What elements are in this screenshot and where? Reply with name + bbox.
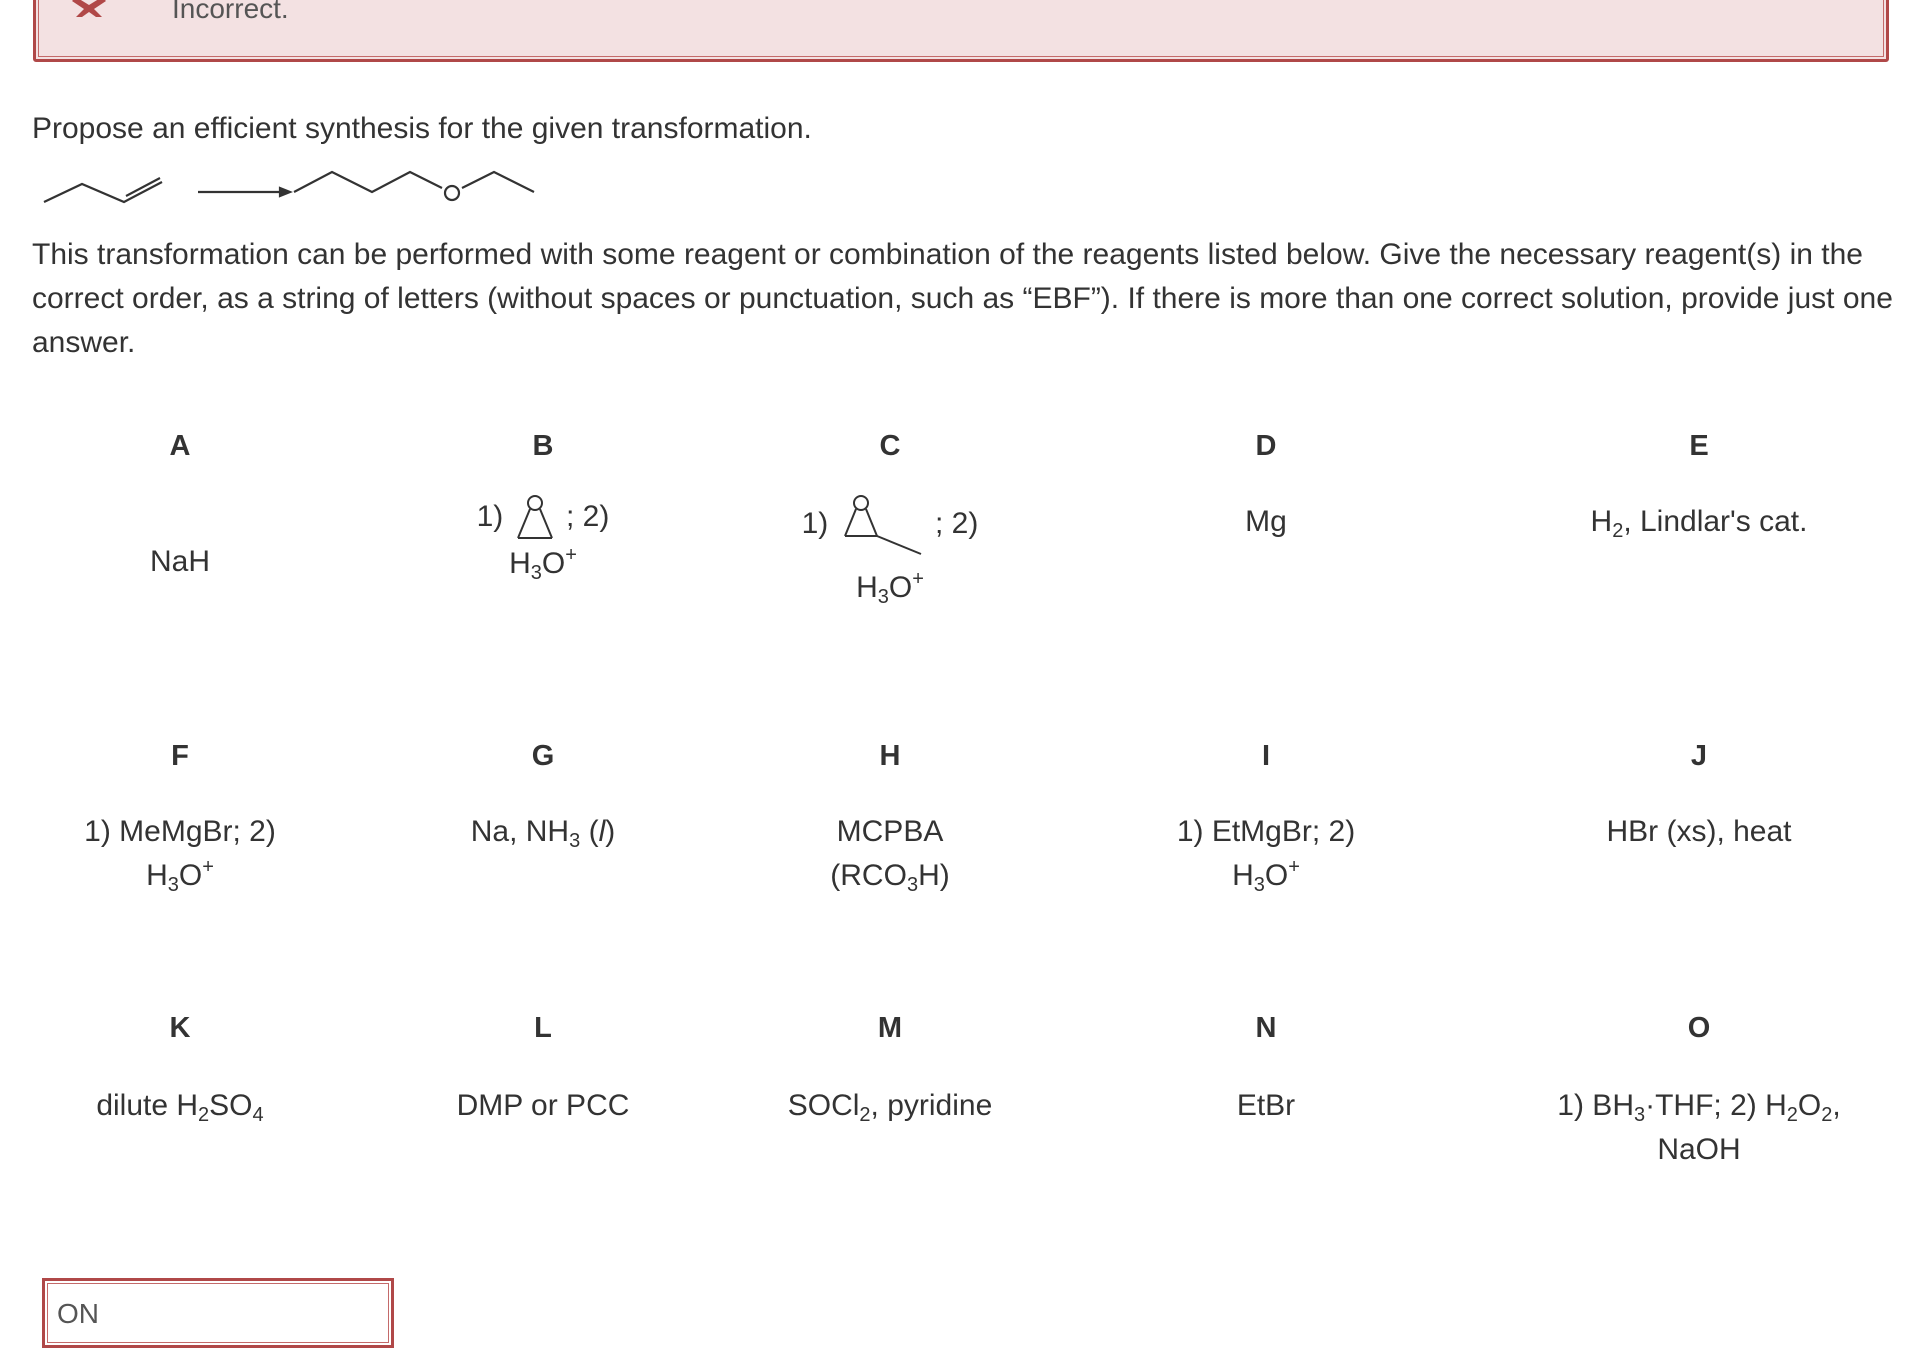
reagent-text: 1) $BH_3\cdot THF$; 2) $H_2O_2$, NaOH	[1557, 1089, 1841, 1166]
reagent-cell-g	[363, 740, 723, 854]
feedback-status: Incorrect.	[172, 0, 289, 24]
question-instructions: This transformation can be performed with some reagent or combination of the reagents listed below. Give the necessary reagent(s) in the correct order, as a string of letters (without spaces or punctuation, such as “EBF”). If there is more than one correct solution, provide just one answer.	[32, 238, 1893, 359]
reagent-grid	[0, 420, 1932, 1180]
starting-alkene-structure	[44, 178, 162, 202]
question-prompt: Propose an efficient synthesis for the given transformation.	[32, 112, 812, 145]
reagent-letter: K	[169, 1012, 191, 1044]
reagent-letter: B	[532, 430, 554, 462]
reagent-text: DMP or PCC	[456, 1089, 630, 1122]
close-icon	[72, 0, 106, 17]
reagent-cell-b	[363, 430, 723, 586]
reagent-cell-j	[1519, 740, 1879, 854]
reagent-letter: M	[877, 1012, 903, 1044]
reagent-text: Mg	[1245, 505, 1287, 538]
reagent-text: SOCl$_2$, pyridine	[787, 1089, 993, 1126]
reagent-letter: N	[1255, 1012, 1277, 1044]
reagent-cell-d	[1086, 430, 1446, 544]
reagent-text: EtBr	[1236, 1089, 1296, 1122]
reagent-letter: A	[169, 430, 191, 462]
reagent-cell-h	[710, 740, 1070, 898]
reagent-cell-i	[1086, 740, 1446, 898]
reagent-letter: H	[879, 740, 901, 772]
reagent-cell-f	[0, 740, 360, 898]
ethylene-oxide-icon	[512, 494, 558, 542]
reagent-text: Na, $NH_3$ (l)	[470, 815, 616, 852]
reagent-cell-l	[363, 1012, 723, 1128]
reagent-text: 1) EtMgBr; 2) $H_3O^+$	[1176, 815, 1356, 896]
propylene-oxide-icon	[837, 494, 927, 556]
reagent-text: HBr (xs), heat	[1606, 815, 1792, 848]
reagent-cell-c	[710, 430, 1070, 610]
reagent-letter: J	[1690, 740, 1708, 772]
reagent-text: $H_2$, Lindlar's cat.	[1590, 505, 1808, 542]
reaction-scheme	[32, 160, 552, 210]
reagent-text: 1) ; 2) $H_3O^+$	[363, 494, 723, 586]
reagent-cell-a	[0, 430, 360, 584]
reagent-cell-m	[710, 1012, 1070, 1128]
reagent-letter: G	[531, 740, 555, 772]
product-ether-structure	[294, 172, 534, 200]
answer-field-box	[42, 1278, 394, 1348]
reagent-letter: D	[1255, 430, 1277, 462]
reagent-letter: O	[1687, 1012, 1711, 1044]
reaction-arrow-icon	[198, 188, 290, 196]
answer-input[interactable]	[55, 1291, 379, 1337]
reagent-cell-n	[1086, 1012, 1446, 1128]
reagent-letter: E	[1689, 430, 1709, 462]
reagent-cell-o	[1519, 1012, 1879, 1172]
reagent-text: 1) ; 2) $H_3O^+$	[710, 494, 1070, 610]
feedback-banner	[33, 0, 1889, 62]
reagent-text: 1) MeMgBr; 2) $H_3O^+$	[84, 815, 276, 896]
reagent-letter: I	[1261, 740, 1271, 772]
reagent-letter: C	[879, 430, 901, 462]
reagent-text: MCPBA $(RCO_3H)$	[830, 815, 950, 896]
reagent-letter: F	[171, 740, 189, 772]
reagent-cell-e	[1519, 430, 1879, 544]
reagent-cell-k	[0, 1012, 360, 1128]
reagent-text: NaH	[149, 545, 210, 578]
reagent-text: dilute $H_2SO_4$	[96, 1089, 264, 1126]
reagent-letter: L	[534, 1012, 552, 1044]
